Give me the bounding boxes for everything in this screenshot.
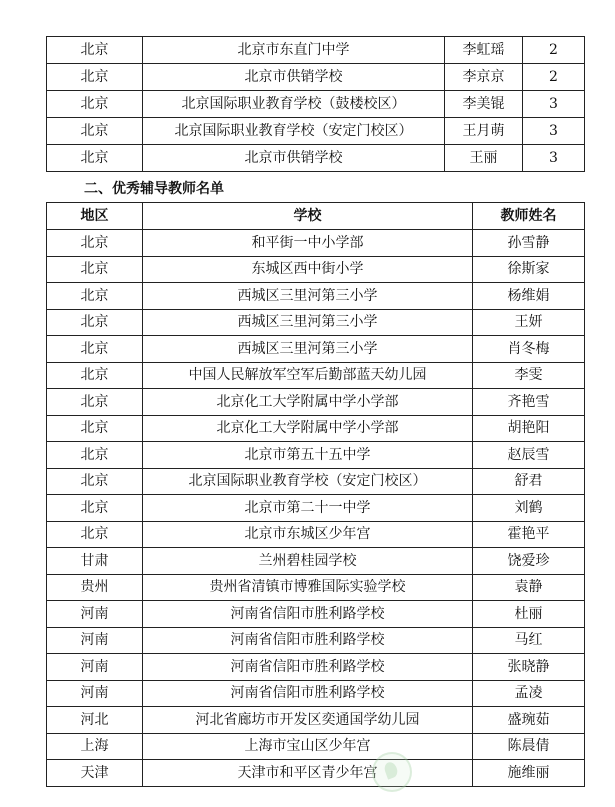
table-row [47,415,585,442]
count-cell: 3 [523,118,585,145]
region-cell: 河南 [47,601,143,628]
teacher-cell: 肖冬梅 [473,336,585,363]
table-row [47,548,585,575]
school-cell: 上海市宝山区少年宫 [143,733,473,760]
region-cell: 北京 [47,362,143,389]
region-cell: 北京 [47,145,143,172]
table-row [47,256,585,283]
teacher-cell: 孟凌 [473,680,585,707]
table-row [47,468,585,495]
region-cell: 北京 [47,415,143,442]
school-cell: 河南省信阳市胜利路学校 [143,601,473,628]
teacher-cell: 李雯 [473,362,585,389]
teacher-cell: 杨维娟 [473,283,585,310]
school-cell: 河南省信阳市胜利路学校 [143,654,473,681]
teacher-cell: 徐斯家 [473,256,585,283]
teacher-cell: 杜丽 [473,601,585,628]
teacher-cell: 王妍 [473,309,585,336]
table-row [47,118,585,145]
teacher-cell: 胡艳阳 [473,415,585,442]
school-cell: 西城区三里河第三小学 [143,309,473,336]
school-cell: 北京市东直门中学 [143,37,445,64]
teacher-cell: 袁静 [473,574,585,601]
teacher-cell: 齐艳雪 [473,389,585,416]
school-cell: 西城区三里河第三小学 [143,283,473,310]
outstanding-teachers-table [46,202,585,787]
school-cell: 中国人民解放军空军后勤部蓝天幼儿园 [143,362,473,389]
name-cell: 李虹瑶 [445,37,523,64]
count-cell: 3 [523,145,585,172]
table-row [47,495,585,522]
table-row [47,627,585,654]
school-cell: 北京市第二十一中学 [143,495,473,522]
teacher-cell: 张晓静 [473,654,585,681]
school-cell: 贵州省清镇市博雅国际实验学校 [143,574,473,601]
table-row [47,601,585,628]
school-cell: 西城区三里河第三小学 [143,336,473,363]
name-cell: 李京京 [445,64,523,91]
school-cell: 河南省信阳市胜利路学校 [143,627,473,654]
table-row [47,283,585,310]
table-row [47,760,585,787]
header-teacher: 教师姓名 [473,203,585,230]
region-cell: 北京 [47,336,143,363]
table-row [47,442,585,469]
award-list-table-continued [46,36,585,172]
header-school: 学校 [143,203,473,230]
region-cell: 河南 [47,654,143,681]
region-cell: 北京 [47,118,143,145]
region-cell: 北京 [47,468,143,495]
region-cell: 北京 [47,389,143,416]
table-row [47,574,585,601]
teacher-cell: 马红 [473,627,585,654]
school-cell: 河北省廊坊市开发区奕通国学幼儿园 [143,707,473,734]
region-cell: 河南 [47,627,143,654]
region-cell: 贵州 [47,574,143,601]
region-cell: 北京 [47,37,143,64]
header-region: 地区 [47,203,143,230]
count-cell: 3 [523,91,585,118]
table-row [47,362,585,389]
region-cell: 上海 [47,733,143,760]
region-cell: 北京 [47,495,143,522]
table-row [47,389,585,416]
school-cell: 兰州碧桂园学校 [143,548,473,575]
teacher-cell: 孙雪静 [473,230,585,257]
table-row [47,309,585,336]
name-cell: 王丽 [445,145,523,172]
section-heading: 二、优秀辅导教师名单 [84,181,224,197]
leaf-logo-icon [372,752,412,792]
teacher-cell: 舒君 [473,468,585,495]
region-cell: 北京 [47,521,143,548]
school-cell: 北京市供销学校 [143,64,445,91]
teacher-cell: 陈晨倩 [473,733,585,760]
school-cell: 北京国际职业教育学校（安定门校区） [143,118,445,145]
count-cell: 2 [523,64,585,91]
table-row [47,64,585,91]
school-cell: 北京市第五十五中学 [143,442,473,469]
table-row [47,336,585,363]
teacher-cell: 赵辰雪 [473,442,585,469]
header-row [47,203,585,230]
region-cell: 甘肃 [47,548,143,575]
teacher-cell: 饶爱珍 [473,548,585,575]
table-row [47,230,585,257]
region-cell: 北京 [47,283,143,310]
region-cell: 天津 [47,760,143,787]
table-row [47,37,585,64]
count-cell: 2 [523,37,585,64]
table-row [47,707,585,734]
school-cell: 北京化工大学附属中学小学部 [143,415,473,442]
table-row [47,680,585,707]
region-cell: 北京 [47,91,143,118]
region-cell: 北京 [47,442,143,469]
school-cell: 北京市东城区少年宫 [143,521,473,548]
table-row [47,91,585,118]
school-cell: 东城区西中街小学 [143,256,473,283]
table-row [47,521,585,548]
table-row [47,733,585,760]
region-cell: 北京 [47,64,143,91]
school-cell: 北京市供销学校 [143,145,445,172]
teacher-cell: 刘鹤 [473,495,585,522]
school-cell: 和平街一中小学部 [143,230,473,257]
teacher-cell: 盛琬茹 [473,707,585,734]
school-cell: 北京国际职业教育学校（鼓楼校区） [143,91,445,118]
table-row [47,654,585,681]
table-row [47,145,585,172]
region-cell: 河南 [47,680,143,707]
teachers-table-body [47,230,585,787]
school-cell: 天津市和平区青少年宫 [143,760,473,787]
school-cell: 河南省信阳市胜利路学校 [143,680,473,707]
name-cell: 王月萌 [445,118,523,145]
region-cell: 北京 [47,309,143,336]
region-cell: 北京 [47,256,143,283]
teacher-cell: 霍艳平 [473,521,585,548]
name-cell: 李美锟 [445,91,523,118]
school-cell: 北京化工大学附属中学小学部 [143,389,473,416]
region-cell: 河北 [47,707,143,734]
school-cell: 北京国际职业教育学校（安定门校区） [143,468,473,495]
region-cell: 北京 [47,230,143,257]
teacher-cell: 施维丽 [473,760,585,787]
